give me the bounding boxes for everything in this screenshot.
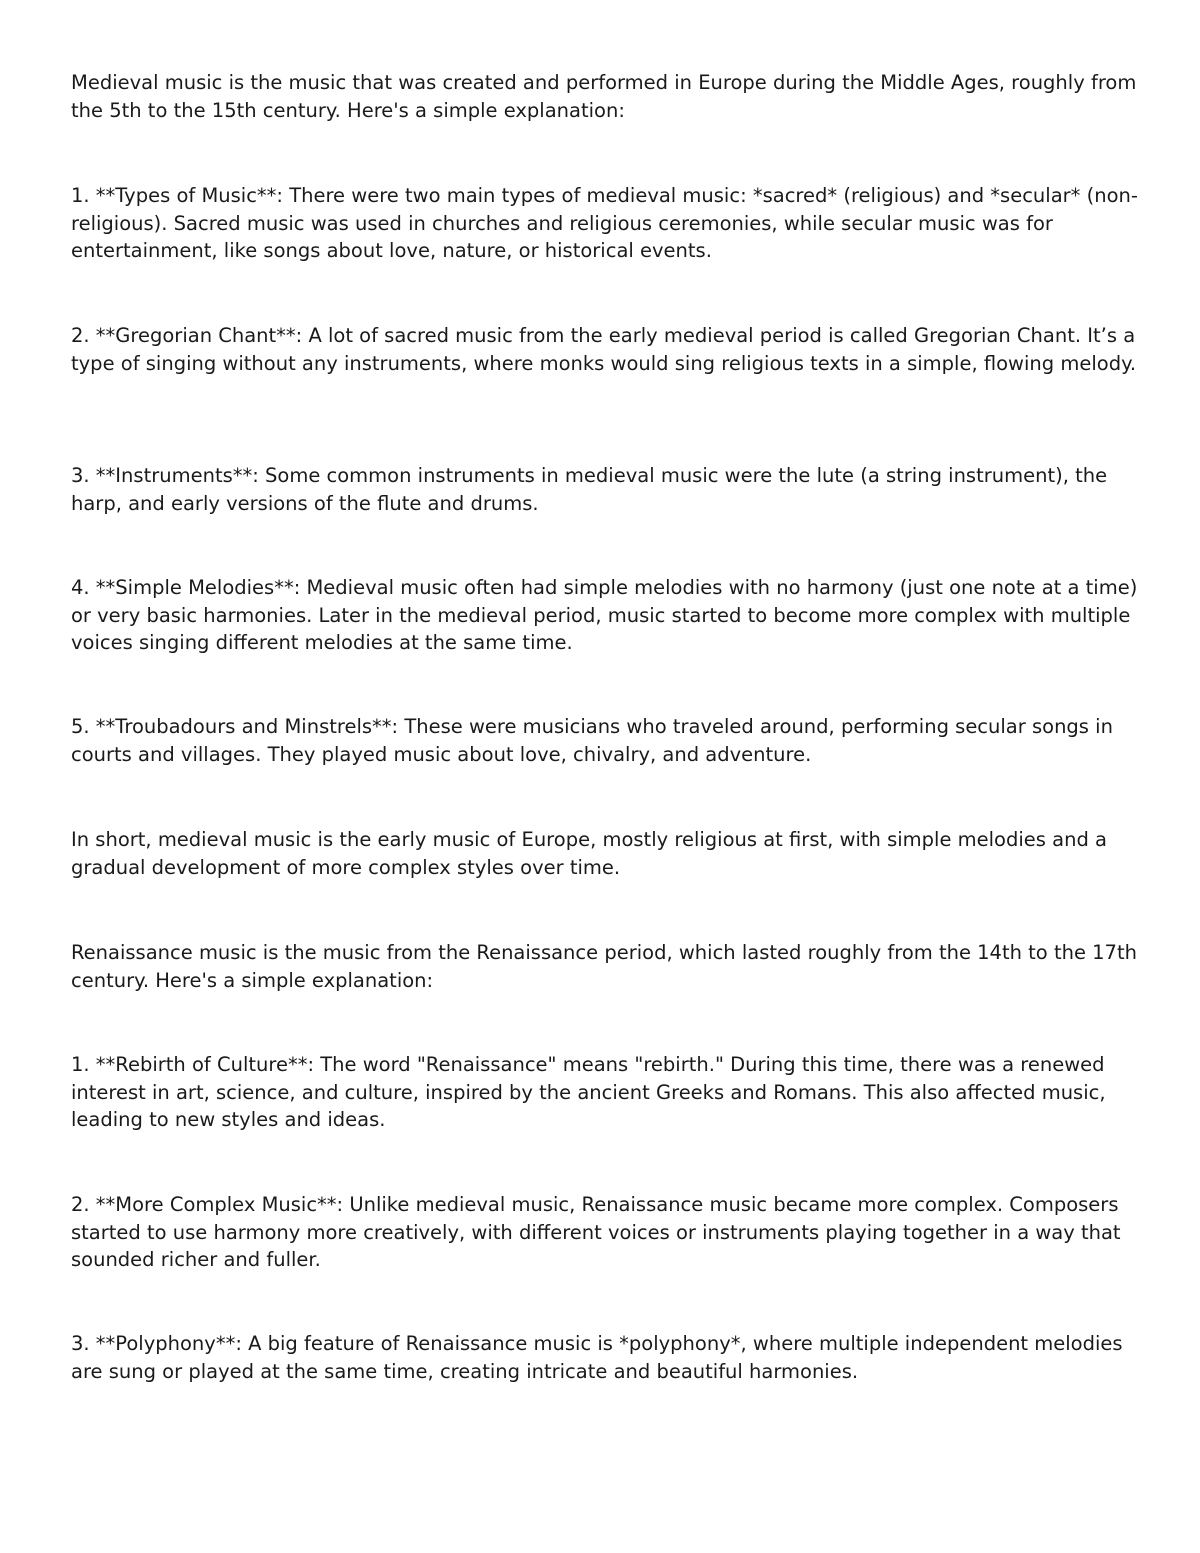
paragraph-simple-melodies: 4. **Simple Melodies**: Medieval music often had simple melodies with no harmony (just one note at a time) or very basic harmonies. Later in the medieval period, music started to become more complex with multiple voices singing different melodies at the same time. bbox=[71, 576, 1138, 654]
paragraph-medieval-intro: Medieval music is the music that was created and performed in Europe during the Middle Ages, roughly from the 5th to the 15th century. Here's a simple explanation: bbox=[71, 71, 1137, 122]
paragraph-medieval-summary: In short, medieval music is the early music of Europe, mostly religious at first, with simple melodies and a gradual development of more complex styles over time. bbox=[71, 828, 1107, 879]
paragraph-renaissance-intro: Renaissance music is the music from the Renaissance period, which lasted roughly from the 14th to the 17th century. Here's a simple explanation: bbox=[71, 941, 1137, 992]
paragraph-polyphony: 3. **Polyphony**: A big feature of Renaissance music is *polyphony*, where multiple independent melodies are sung or played at the same time, creating intricate and beautiful harmonies. bbox=[71, 1332, 1123, 1383]
paragraph-troubadours: 5. **Troubadours and Minstrels**: These were musicians who traveled around, performing secular songs in courts and villages. They played music about love, chivalry, and adventure. bbox=[71, 715, 1113, 766]
paragraph-instruments: 3. **Instruments**: Some common instruments in medieval music were the lute (a string instrument), the harp, and early versions of the flute and drums. bbox=[71, 464, 1108, 515]
paragraph-rebirth-of-culture: 1. **Rebirth of Culture**: The word "Renaissance" means "rebirth." During this time, there was a renewed interest in art, science, and culture, inspired by the ancient Greeks and Romans. This also affected music, leading to new styles and ideas. bbox=[71, 1053, 1106, 1131]
paragraph-gregorian-chant: 2. **Gregorian Chant**: A lot of sacred music from the early medieval period is called Gregorian Chant. It’s a type of singing without any instruments, where monks would sing religious texts in a simple, flowing melody. bbox=[71, 324, 1137, 375]
paragraph-more-complex-music: 2. **More Complex Music**: Unlike medieval music, Renaissance music became more complex. Composers started to use harmony more creatively, with different voices or instruments playing together in a way that sounded richer and fuller. bbox=[71, 1193, 1121, 1271]
paragraph-types-of-music: 1. **Types of Music**: There were two main types of medieval music: *sacred* (religious) and *secular* (non-religious). Sacred music was used in churches and religious ceremonies, while secular music was for entertainment, like songs about love, nature, or historical events. bbox=[71, 184, 1138, 262]
